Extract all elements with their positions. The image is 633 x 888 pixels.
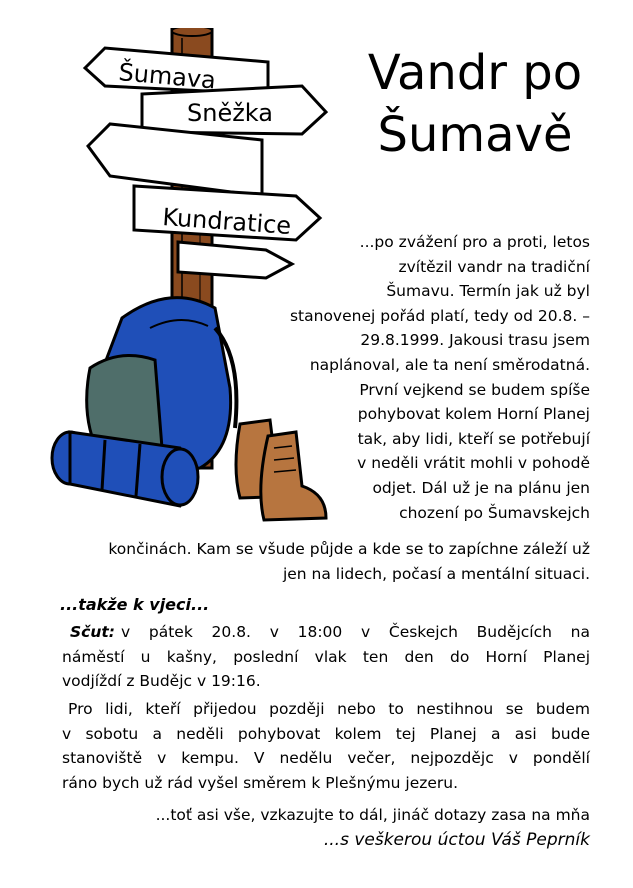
intro-line: stanovenej pořád platí, tedy od 20.8. – bbox=[289, 306, 590, 325]
page-title bbox=[340, 42, 610, 166]
sign-sumava-text: Šumava bbox=[117, 58, 217, 95]
late-line: stanoviště v kempu. V nedělu večer, nejpozdějc v pondělí bbox=[62, 749, 590, 768]
scut-line: náměstí u kašny, poslední vlak ten den do Horní Planej bbox=[62, 647, 590, 666]
signature: ...s veškerou úctou Váš Peprník bbox=[323, 830, 590, 850]
section-heading: ...takže k vjeci... bbox=[60, 595, 210, 614]
late-line: Pro lidi, kteří přijedou později nebo to nestihnou se budem bbox=[68, 700, 590, 718]
title-line-1: Vandr po bbox=[367, 45, 583, 101]
intro-paragraph-continued bbox=[66, 537, 590, 586]
scut-line-text: v pátek 20.8. v 18:00 v Českejch Budějcích na bbox=[121, 623, 590, 641]
scut-line: vodjíždí z Budějc v 19:16. bbox=[62, 672, 261, 691]
intro-line: tak, aby lidi, kteří se potřebují bbox=[357, 429, 590, 448]
sign-sumava bbox=[85, 48, 268, 94]
title-line-2: Šumavě bbox=[377, 107, 573, 163]
intro-line: 29.8.1999. Jakousi trasu jsem bbox=[360, 331, 590, 350]
intro-line: Šumavu. Termín jak už byl bbox=[386, 282, 590, 301]
scut-line-1 bbox=[62, 620, 590, 645]
intro-line: První vejkend se budem spíše bbox=[359, 380, 590, 399]
intro-line: odjet. Dál už je na plánu jen bbox=[372, 478, 590, 497]
intro-line: končinách. Kam se všude půjde a kde se to zapíchne záleží už bbox=[108, 540, 590, 558]
sign-blank-1 bbox=[88, 124, 262, 196]
sign-snezka-text: Sněžka bbox=[187, 99, 273, 127]
intro-line: pohybovat kolem Horní Planej bbox=[357, 405, 590, 424]
intro-line: jen na lidech, počasí a mentální situaci. bbox=[282, 564, 590, 583]
sign-snezka bbox=[142, 86, 326, 134]
sign-kundratice-text: Kundratice bbox=[161, 203, 293, 240]
intro-paragraph bbox=[290, 230, 590, 525]
intro-line: naplánoval, ale ta není směrodatná. bbox=[309, 355, 590, 374]
late-line: ráno bych už rád vyšel směrem k Plešnýmu jezeru. bbox=[62, 773, 459, 792]
sign-blank-2 bbox=[178, 242, 292, 278]
scut-paragraph bbox=[62, 620, 590, 694]
intro-line: zvítězil vandr na tradiční bbox=[398, 257, 590, 276]
backpack bbox=[52, 298, 236, 506]
intro-line: chození po Šumavskejch bbox=[399, 503, 590, 522]
intro-line: v neděli vrátit mohli v pohodě bbox=[357, 454, 590, 473]
closing-line: ...toť asi vše, vzkazujte to dál, jináč dotazy zasa na mňa bbox=[155, 806, 590, 824]
scut-label: Sčut: bbox=[70, 623, 115, 641]
late-line: v sobotu a neděli pohybovat kolem tej Planej a asi bude bbox=[62, 724, 590, 743]
late-arrivals-paragraph bbox=[62, 697, 590, 795]
intro-line: ...po zvážení pro a proti, letos bbox=[359, 233, 590, 251]
